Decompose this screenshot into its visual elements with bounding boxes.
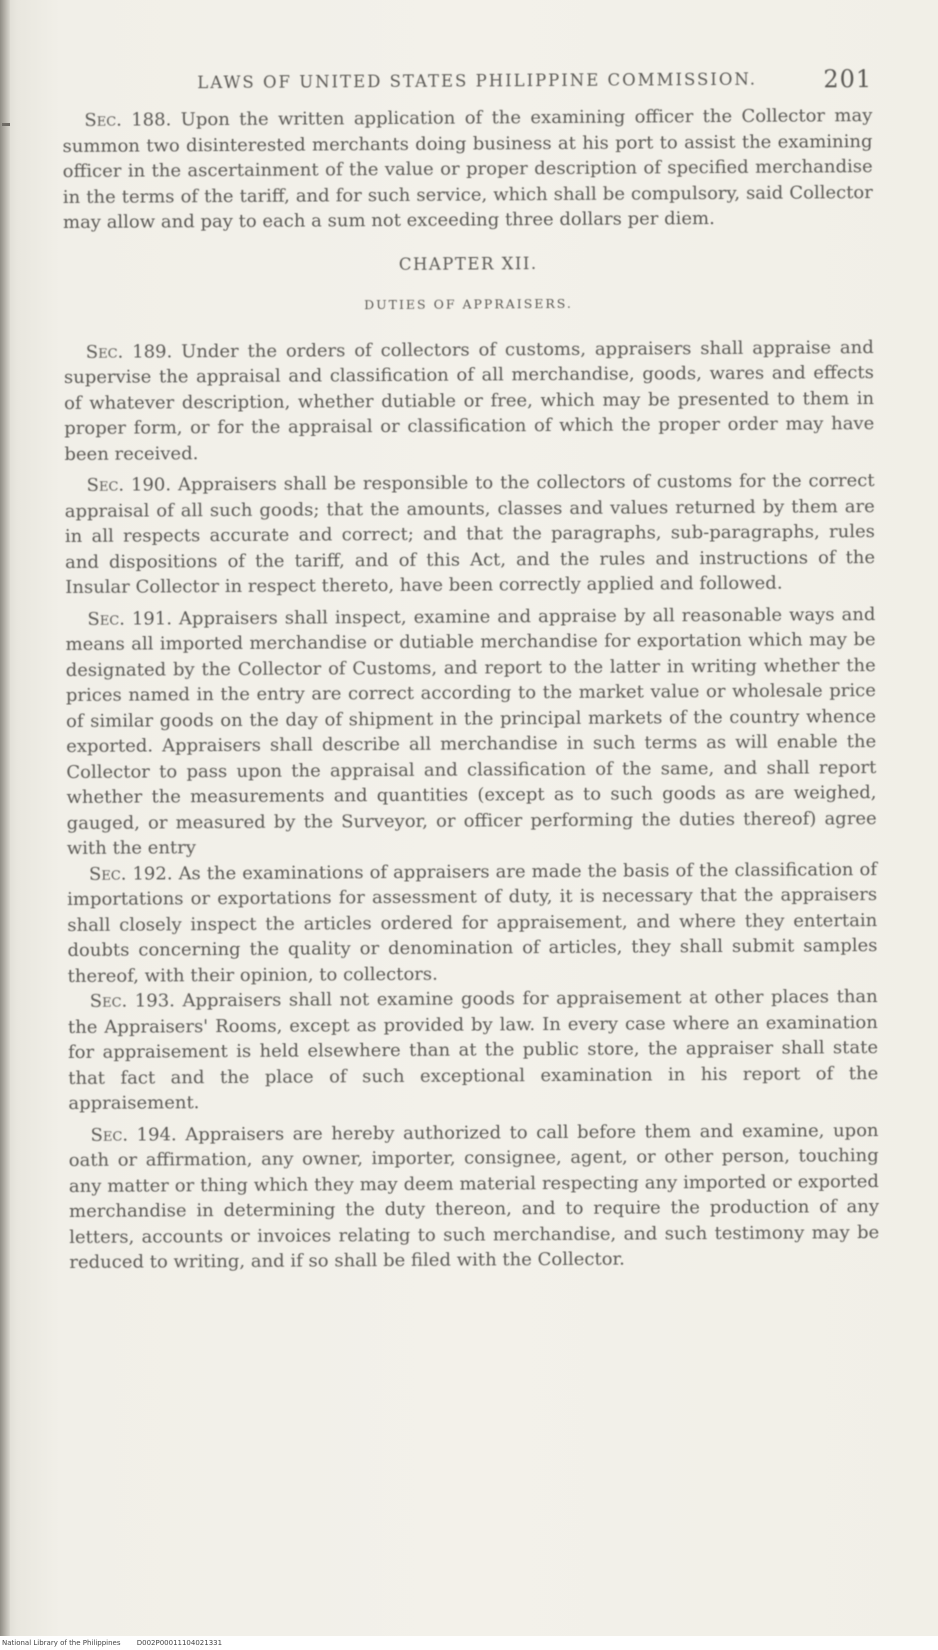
chapter-heading: CHAPTER XII. [398, 253, 538, 274]
section-label: Sec. 190. [86, 474, 172, 496]
section-text: Appraisers are hereby authorized to call before them and examine, upon oath or affirmation, any owner, importer, consignee, agent, or other person, touching any matter or thing which they may deem material respecting any imported or exported merchandise in determining the duty thereon, and to require the production of any letters, accounts or invoices relating to such merchandise, and such testimony may be reduced to writing, and if so shall be filed with the Collector. [68, 1119, 880, 1273]
section-193 [68, 984, 879, 1116]
section-192 [67, 857, 878, 989]
chapter-subheading: DUTIES OF APPRAISERS. [364, 295, 573, 312]
book-binding-edge [0, 0, 10, 1650]
section-label: Sec. 191. [87, 607, 173, 630]
section-label: Sec. 193. [89, 990, 175, 1012]
section-text: Appraisers shall inspect, examine and appraise by all reasonable ways and means all imported merchandise or dutiable merchandise for exportation which may be designated by the Collector of Customs, and report to the latter in writing whether the prices named in the entry are correct according to the market value or wholesale price of similar goods on the day of shipment in the principal markets of the country whence exported. Appraisers shall describe all merchandise in such terms as will enable the Collector to pass upon the appraisal and classification of the same, and shall report whether the measurements and quantities (except as to such goods as are weighed, gauged, or measured by the Surveyor, or officer performing the duties thereof) agree with the entry [65, 603, 877, 859]
scan-library: National Library of the Philippines [2, 1639, 121, 1647]
section-text: Under the orders of collectors of customs, appraisers shall appraise and supervise the appraisal and classification of all merchandise, goods, wares and effects of whatever description, whether dutiable or free, which may be presented to them in proper form, or for the appraisal or classification of which the proper order may have been received. [63, 336, 875, 465]
scan-id: D002P00011104021331 [136, 1639, 223, 1647]
section-188 [62, 103, 873, 235]
section-194 [68, 1118, 879, 1276]
section-label: Sec. 189. [85, 340, 173, 363]
running-title: LAWS OF UNITED STATES PHILIPPINE COMMISSION. [197, 69, 758, 93]
section-text: Appraisers shall not examine goods for appraisement at other places than the Appraisers' Rooms, except as provided by law. In every case where an examination for appraisement is held elsewhere than at the public store, the appraiser shall state that fact and the place of such exceptional examination in his report of the appraisement. [67, 986, 879, 1114]
section-191 [65, 602, 877, 862]
scan-footer [0, 1636, 938, 1650]
section-text: Appraisers shall be responsible to the collectors of customs for the correct appraisal of all such goods; that the amounts, classes and values returned by them are in all respects accurate and correct; and that the paragraphs, sub-paragraphs, rules and dispositions of the tariff, and of this Act, and the rules and instructions of the Insular Collector in respect thereto, have been correctly applied and followed. [64, 470, 876, 598]
page-number: 201 [823, 65, 873, 94]
section-text: Upon the written application of the examining officer the Collector may summon two disinterested merchants doing business at his port to assist the examining officer in the ascertainment of the value or proper description of specified merchandise in the terms of the tariff, and for such service, which shall be compulsory, said Collector may allow and pay to each a sum not exceeding three dollars per diem. [62, 105, 873, 233]
section-text: As the examinations of appraisers are made the basis of the classification of importations or exportations for assessment of duty, it is necessary that the appraisers shall closely inspect the articles ordered for appraisement, and where they entertain doubts concerning the quality or denomination of articles, they shall submit samples thereof, with their opinion, to collectors. [67, 858, 878, 987]
section-label: Sec. 194. [90, 1123, 177, 1146]
margin-mark [2, 123, 10, 126]
page-content [62, 55, 879, 1275]
section-189 [64, 335, 875, 467]
section-label: Sec. 192. [88, 862, 173, 885]
section-label: Sec. 188. [84, 109, 172, 131]
running-head [62, 55, 872, 108]
section-190 [65, 468, 876, 600]
